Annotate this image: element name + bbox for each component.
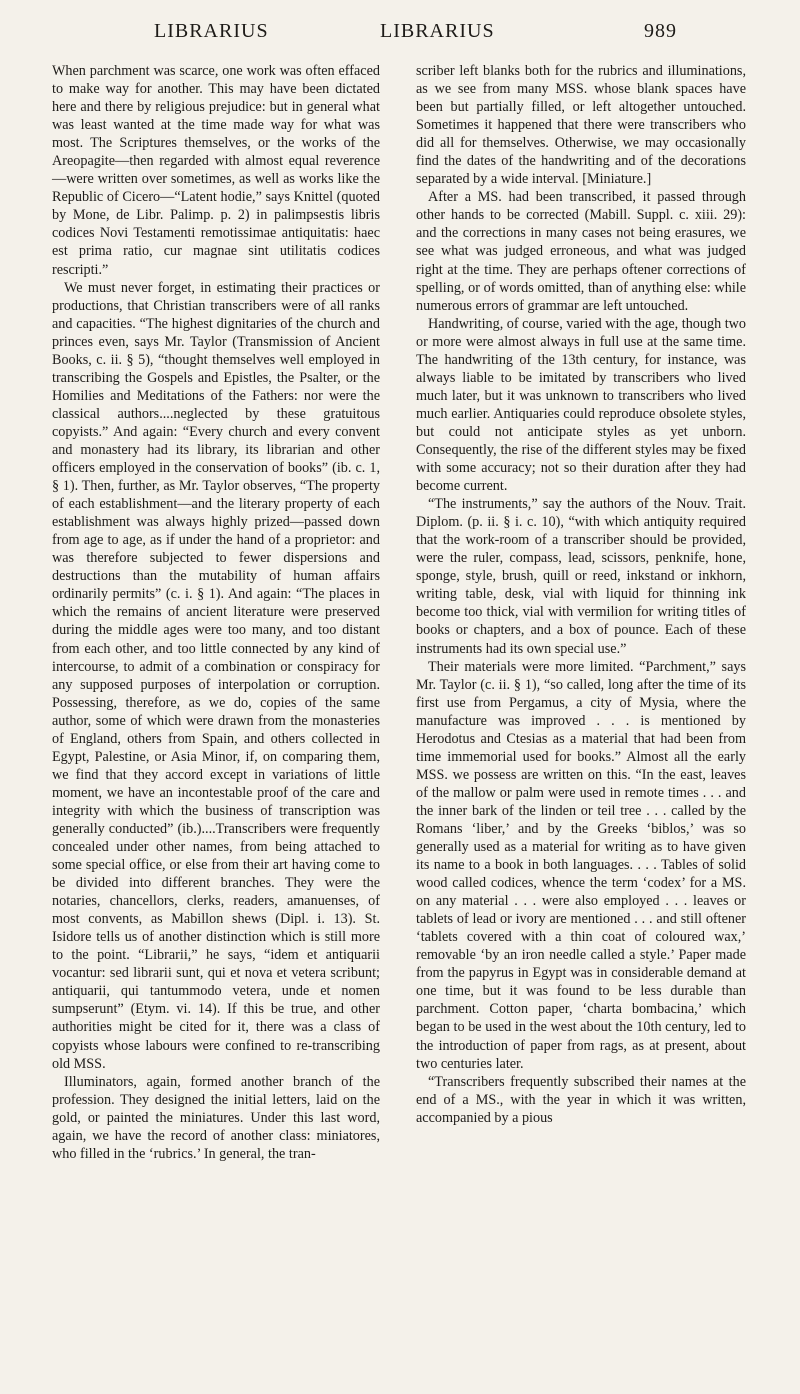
paragraph: Handwriting, of course, varied with the age, though two or more were almost always in full use at the same time. The handwriting of the 13th century, for instance, was always liable to be imitated by transcribers who lived much later, but it was unknown to transcribers who lived much earlier. Antiquaries could reproduce obsolete styles, but could not anticipate styles as yet unborn. Consequently, the rise of the different styles may be fixed with some accuracy; not so their duration after they had become current. — [416, 315, 746, 495]
header-left-title: LIBRARIUS — [154, 20, 269, 42]
paragraph: scriber left blanks both for the rubrics and illuminations, as we see from many MSS. whose blank spaces have been but partially filled, or left altogether untouched. Sometimes it happened that there were transcribers who did all for themselves. Otherwise, we may occasionally find the dates of the handwriting and of the decorations separated by a wide interval. [Miniature.] — [416, 63, 746, 188]
paragraph: Their materials were more limited. “Parchment,” says Mr. Taylor (c. ii. § 1), “so called, long after the time of its first use from Pergamus, a city of Mysia, where the manufacture was improved . . . is mentioned by Herodotus and Ctesias as a material that had been from time immemorial used for books.” Almost all the early MSS. we possess are written on this. “In the east, leaves of the mallow or palm were used in remote times . . . and the inner bark of the linden or teil tree . . . called by the Romans ‘liber,’ and by the Greeks ‘biblos,’ was so generally used as a material for writing as to have given its name to a book in both languages. . . . Tables of solid wood called codices, whence the term ‘codex’ for a MS. on any material . . . were also employed . . . leaves or tablets of lead or ivory are mentioned . . . and still oftener ‘tablets covered with a thin coat of coloured wax,’ removable ‘by an iron needle called a style.’ Paper made from the papyrus in Egypt was in considerable demand at one time, but it was found to be less durable than parchment. Cotton paper, ‘charta bombacina,’ which began to be used in the west about the 10th century, led to the introduction of paper from rags, as at present, about two centuries later. — [416, 658, 746, 1072]
left-column — [52, 62, 380, 1163]
paragraph: When parchment was scarce, one work was often effaced to make way for another. This may have been dictated here and there by religious prejudice: but in general what was least wanted at the time made way for what was most. The Scriptures themselves, or the works of the Areopagite—then regarded with almost equal reverence—were written over sometimes, as well as works like the Republic of Cicero—“Latent hodie,” says Knittel (quoted by Mone, de Libr. Palimp. p. 2) in palimpsestis libris codices Novi Testamenti remotissimae antiquitatis: haec est prima ratio, cur magnae sint utilitatis codices rescripti.” — [52, 63, 380, 278]
paragraph: We must never forget, in estimating their practices or productions, that Christian transcribers were of all ranks and capacities. “The highest dignitaries of the church and princes even, says Mr. Taylor (Transmission of Ancient Books, c. ii. § 5), “thought themselves well employed in transcribing the Gospels and Epistles, the Psalter, or the Homilies and Meditations of the Fathers: nor were the classical authors....neglected by these gratuitous copyists.” And again: “Every church and every convent and monastery had its library, its librarian and other officers employed in the conservation of books” (ib. c. 1, § 1). Then, further, as Mr. Taylor observes, “The property of each establishment—and the literary property of each establishment was always highly prized—passed down from age to age, as if under the hand of a proprietor: and was therefore subjected to fewer dispersions and destructions than the mutability of human affairs ordinarily permits” (c. i. § 1). And again: “The places in which the remains of ancient literature were preserved during the middle ages were too many, and too distant from each other, and too little connected by any kind of intercourse, to admit of a combination or conspiracy for any supposed purposes of interpolation or corruption. Possessing, therefore, as we do, copies of the same author, some of which were drawn from the monasteries of England, others from Spain, and others collected in Egypt, Palestine, or Asia Minor, if, on comparing them, we find that they accord except in variations of little moment, we have an incontestable proof of the care and integrity with which the business of transcription was generally conducted” (ib.)....Transcribers were frequently concealed under other names, from being attached to some special office, or else from their art having come to be divided into different branches. They were the notaries, chancellors, clerks, readers, amanuenses, of most convents, as Mabillon shews (Dipl. i. 13). St. Isidore tells us of another distinction which is still more to the point. “Librarii,” he says, “idem et antiquarii vocantur: sed librarii sunt, qui et nova et vetera scribunt; antiquarii, qui tantummodo vetera, unde et nomen sumpserunt” (Etym. vi. 14). If this be true, and other authorities might be cited for it, there was a class of copyists whose labours were confined to re-transcribing old MSS. — [52, 279, 380, 1072]
running-header — [0, 20, 800, 48]
page-number: 989 — [644, 20, 677, 42]
paragraph: Illuminators, again, formed another branch of the profession. They designed the initial letters, laid on the gold, or painted the miniatures. Under this last word, again, we have the record of another class: miniatores, who filled in the ‘rubrics.’ In general, the tran- — [52, 1073, 380, 1162]
header-center-title: LIBRARIUS — [380, 20, 495, 42]
right-column — [416, 62, 746, 1127]
paragraph: After a MS. had been transcribed, it passed through other hands to be corrected (Mabill. Suppl. c. xiii. 29): and the corrections in many cases not being erasures, we see what was judged erroneous, and what was judged right at the time. They are perhaps oftener corrections of spelling, or of words omitted, than of anything else: while numerous errors of grammar are left untouched. — [416, 189, 746, 314]
paragraph: “Transcribers frequently subscribed their names at the end of a MS., with the year in which it was written, accompanied by a pious — [416, 1073, 746, 1126]
paragraph: “The instruments,” say the authors of the Nouv. Trait. Diplom. (p. ii. § i. c. 10), “with which antiquity required that the work-room of a transcriber should be provided, were the ruler, compass, lead, scissors, penknife, hone, sponge, style, brush, quill or reed, inkstand or inkhorn, writing table, desk, vial with liquid for thinning ink become too thick, vial with vermilion for writing titles of books or chapters, and a box of pounce. Each of these instruments had its own special use.” — [416, 496, 746, 657]
